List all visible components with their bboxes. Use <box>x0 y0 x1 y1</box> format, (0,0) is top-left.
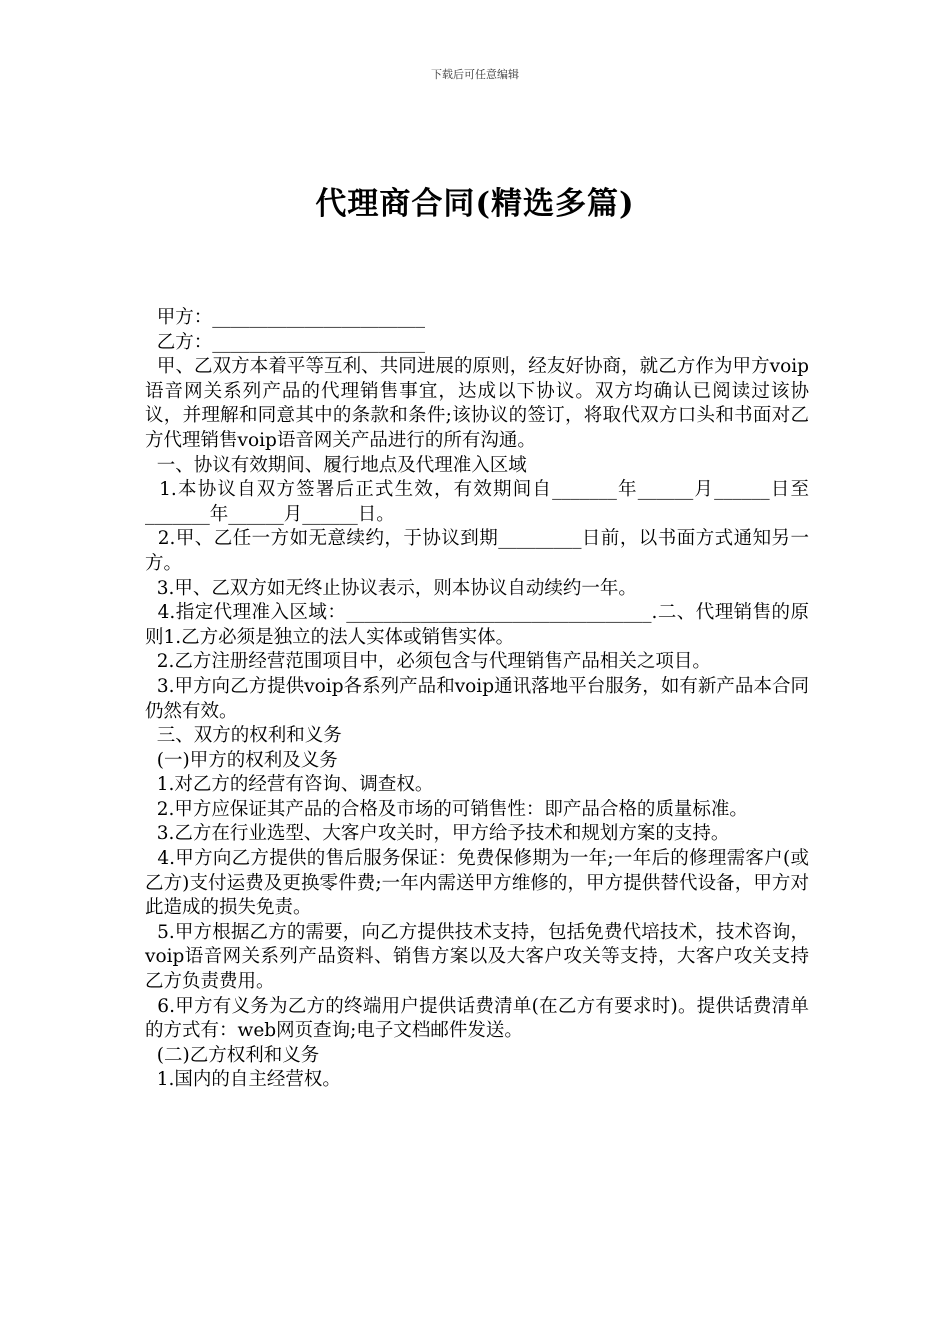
paragraph: 2.甲方应保证其产品的合格及市场的可销售性：即产品合格的质量标准。 <box>145 798 748 820</box>
paragraph: 3.甲、乙双方如无终止协议表示，则本协议自动续约一年。 <box>145 577 637 599</box>
paragraph: 甲、乙双方本着平等互利、共同进展的原则，经友好协商，就乙方作为甲方voip语音网关系列产品的代理销售事宜，达成以下协议。双方均确认已阅读过该协议，并理解和同意其中的条款和条件;该协议的签订，将取代双方口头和书面对乙方代理销售voip语音网关产品进行的所有沟通。 <box>145 356 809 451</box>
party-a-line: 甲方：_______________________ <box>145 307 426 328</box>
paragraph: 1.对乙方的经营有咨询、调查权。 <box>145 774 434 796</box>
paragraph: 一、协议有效期间、履行地点及代理准入区域 <box>145 454 527 476</box>
paragraph: 1.国内的自主经营权。 <box>145 1069 341 1091</box>
paragraph: 1.本协议自双方签署后正式生效，有效期间自_______年______月______日至_______年______月______日。 <box>145 479 810 525</box>
paragraph: 三、双方的权利和义务 <box>145 725 342 747</box>
paragraph: 5.甲方根据乙方的需要，向乙方提供技术支持，包括免费代培技术，技术咨询，voip语音网关系列产品资料、销售方案以及大客户攻关等支持，大客户攻关支持乙方负责费用。 <box>145 921 810 993</box>
paragraph: 2.甲、乙任一方如无意续约，于协议到期_________日前，以书面方式通知另一方。 <box>145 528 810 574</box>
paragraph: 2.乙方注册经营范围项目中，必须包含与代理销售产品相关之项目。 <box>145 651 711 673</box>
party-b-line: 乙方：_______________________ <box>145 331 426 353</box>
document-body <box>145 306 809 1093</box>
paragraph: 4.甲方向乙方提供的售后服务保证：免费保修期为一年;一年后的修理需客户(或乙方)支付运费及更换零件费;一年内需送甲方维修的，甲方提供替代设备，甲方对此造成的损失免责。 <box>145 848 809 919</box>
paragraph: (一)甲方的权利及义务 <box>145 749 338 771</box>
header-note: 下载后可任意编辑 <box>431 68 519 81</box>
document-title: 代理商合同(精选多篇) <box>315 186 635 222</box>
paragraph: 4.指定代理准入区域：_________________________________.二、代理销售的原则1.乙方必须是独立的法人实体或销售实体。 <box>145 602 809 648</box>
paragraph: 3.乙方在行业选型、大客户攻关时，甲方给予技术和规划方案的支持。 <box>145 823 730 845</box>
paragraph: 6.甲方有义务为乙方的终端用户提供话费清单(在乙方有要求时)。提供话费清单的方式有：web网页查询;电子文档邮件发送。 <box>145 995 810 1042</box>
paragraph: (二)乙方权利和义务 <box>145 1044 320 1066</box>
paragraph: 3.甲方向乙方提供voip各系列产品和voip通讯落地平台服务，如有新产品本合同仍然有效。 <box>145 675 810 722</box>
